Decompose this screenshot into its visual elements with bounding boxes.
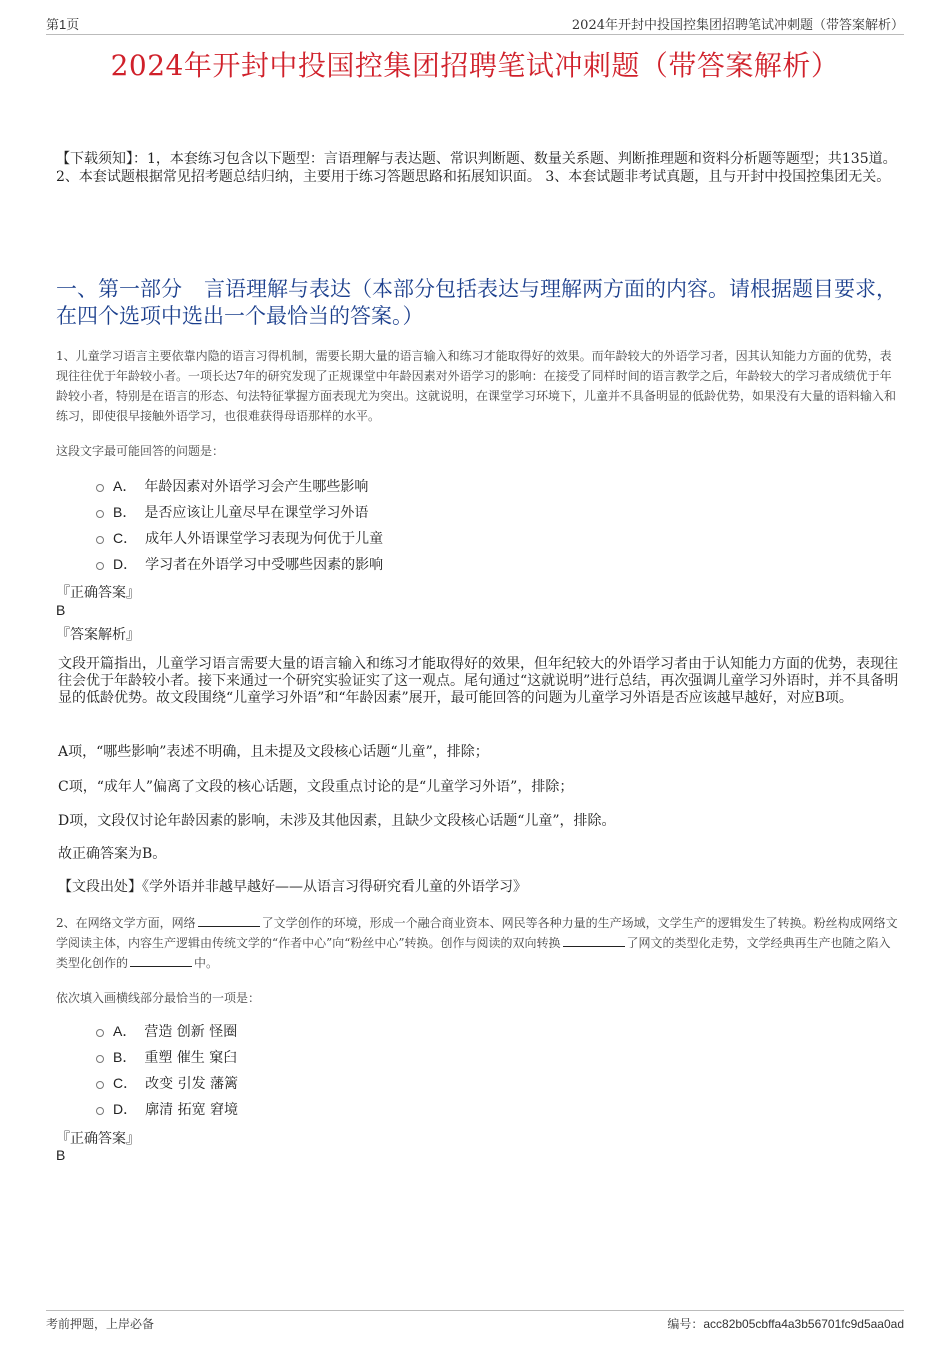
radio-icon[interactable]	[96, 510, 104, 518]
blank-2	[563, 935, 625, 947]
question-2-prompt: 依次填入画横线部分最恰当的一项是：	[56, 991, 261, 1005]
question-2-option-b[interactable]: B． 重塑 催生 窠臼	[96, 1044, 238, 1070]
section-part: 一、第一部分	[56, 277, 182, 301]
question-2-answer: B	[56, 1147, 66, 1163]
radio-icon[interactable]	[96, 1107, 104, 1115]
page-number: 第1页	[46, 17, 80, 32]
download-notice: 【下载须知】：1，本套练习包含以下题型：言语理解与表达题、常识判断题、数量关系题、判断推理题和资料分析题等题型；共135道。 2、本套试题根据常见招考题总结归纳，主要用于练习答题思路和拓展知识面。 3、本套试题非考试真题，且与开封中投国控集团无关。	[56, 151, 897, 185]
footer-slogan: 考前押题，上岸必备	[46, 1317, 155, 1331]
question-2-option-a[interactable]: A． 营造 创新 怪圈	[96, 1018, 238, 1044]
question-2-options	[96, 1018, 238, 1122]
question-1-option-c[interactable]: C． 成年人外语课堂学习表现为何优于儿童	[96, 525, 383, 551]
radio-icon[interactable]	[96, 562, 104, 570]
question-1-answer: B	[56, 602, 66, 618]
question-2-option-c[interactable]: C． 改变 引发 藩篱	[96, 1070, 238, 1096]
header-doc-title: 2024年开封中投国控集团招聘笔试冲刺题（带答案解析）	[571, 18, 904, 33]
question-1-source: 【文段出处】《学外语并非越早越好——从语言习得研究看儿童的外语学习》	[58, 879, 527, 895]
blank-3	[130, 955, 192, 967]
question-1-analysis-c: C项，“成年人”偏离了文段的核心话题，文段重点讨论的是“儿童学习外语”，排除；	[58, 779, 574, 795]
question-1-text: 1、儿童学习语言主要依靠内隐的语言习得机制，需要长期大量的语言输入和练习才能取得好的效果。而年龄较大的外语学习者，因其认知能力方面的优势，表现往往优于年龄较小者。一项长达7年的研究发现了正规课堂中年龄因素对外语学习的影响：在接受了同样时间的语言教学之后，年龄较大的学习者成绩优于年龄较小者，特别是在语言的形态、句法特征掌握方面表现尤为突出。这就说明，在课堂学习环境下，儿童并不具备明显的低龄优势，如果没有大量的语料输入和练习，即使很早接触外语学习，也很难获得母语那样的水平。	[56, 349, 897, 423]
question-1-conclusion: 故正确答案为B。	[58, 846, 167, 862]
page-title: 2024年开封中投国控集团招聘笔试冲刺题（带答案解析）	[110, 49, 840, 82]
section-description: 言语理解与表达（本部分包括表达与理解两方面的内容。请根据题目要求，在四个选项中选出一个最恰当的答案。）	[56, 277, 897, 328]
question-1-option-d[interactable]: D． 学习者在外语学习中受哪些因素的影响	[96, 551, 383, 577]
question-1-analysis-label: 『答案解析』	[56, 627, 140, 643]
question-1-options	[96, 473, 383, 577]
radio-icon[interactable]	[96, 1029, 104, 1037]
question-2-answer-label: 『正确答案』	[56, 1131, 140, 1147]
radio-icon[interactable]	[96, 536, 104, 544]
question-1-analysis-a: A项，“哪些影响”表述不明确，且未提及文段核心话题“儿童”，排除；	[58, 744, 489, 760]
question-1-prompt: 这段文字最可能回答的问题是：	[56, 444, 225, 458]
footer-code: 编号：acc82b05cbffa4a3b56701fc9d5aa0ad	[667, 1317, 904, 1331]
radio-icon[interactable]	[96, 1081, 104, 1089]
question-1-answer-label: 『正确答案』	[56, 585, 140, 601]
question-1-option-b[interactable]: B． 是否应该让儿童尽早在课堂学习外语	[96, 499, 383, 525]
blank-1	[198, 915, 260, 927]
question-1-analysis-d: D项，文段仅讨论年龄因素的影响，未涉及其他因素，且缺少文段核心话题“儿童”，排除。	[58, 813, 616, 829]
question-2-text: 2、在网络文学方面，网络 了文学创作的环境，形成一个融合商业资本、网民等各种力量的生产场域，文学生产的逻辑发生了转换。粉丝构成网络文学阅读主体，内容生产逻辑由传统文学的“作者中心”向“粉丝中心”转换。创作与阅读的双向转换 了网文的类型化走势，文学经典再生产也随之陷入类型化创作的 中。	[56, 916, 898, 970]
question-1-analysis-main: 文段开篇指出，儿童学习语言需要大量的语言输入和练习才能取得好的效果，但年纪较大的外语学习者由于认知能力方面的优势，表现往往会优于年龄较小者。接下来通过一个研究实验证实了这一观点。尾句通过“这就说明”进行总结，再次强调儿童学习外语时，并不具备明显的低龄优势。故文段围绕“儿童学习外语”和“年龄因素”展开，最可能回答的问题为儿童学习外语是否应该越早越好，对应B项。	[58, 656, 899, 706]
page-header	[46, 12, 904, 35]
page-footer	[46, 1310, 904, 1335]
question-1-option-a[interactable]: A． 年龄因素对外语学习会产生哪些影响	[96, 473, 383, 499]
radio-icon[interactable]	[96, 484, 104, 492]
question-2-option-d[interactable]: D． 廓清 拓宽 窘境	[96, 1096, 238, 1122]
radio-icon[interactable]	[96, 1055, 104, 1063]
section-heading	[56, 276, 901, 330]
